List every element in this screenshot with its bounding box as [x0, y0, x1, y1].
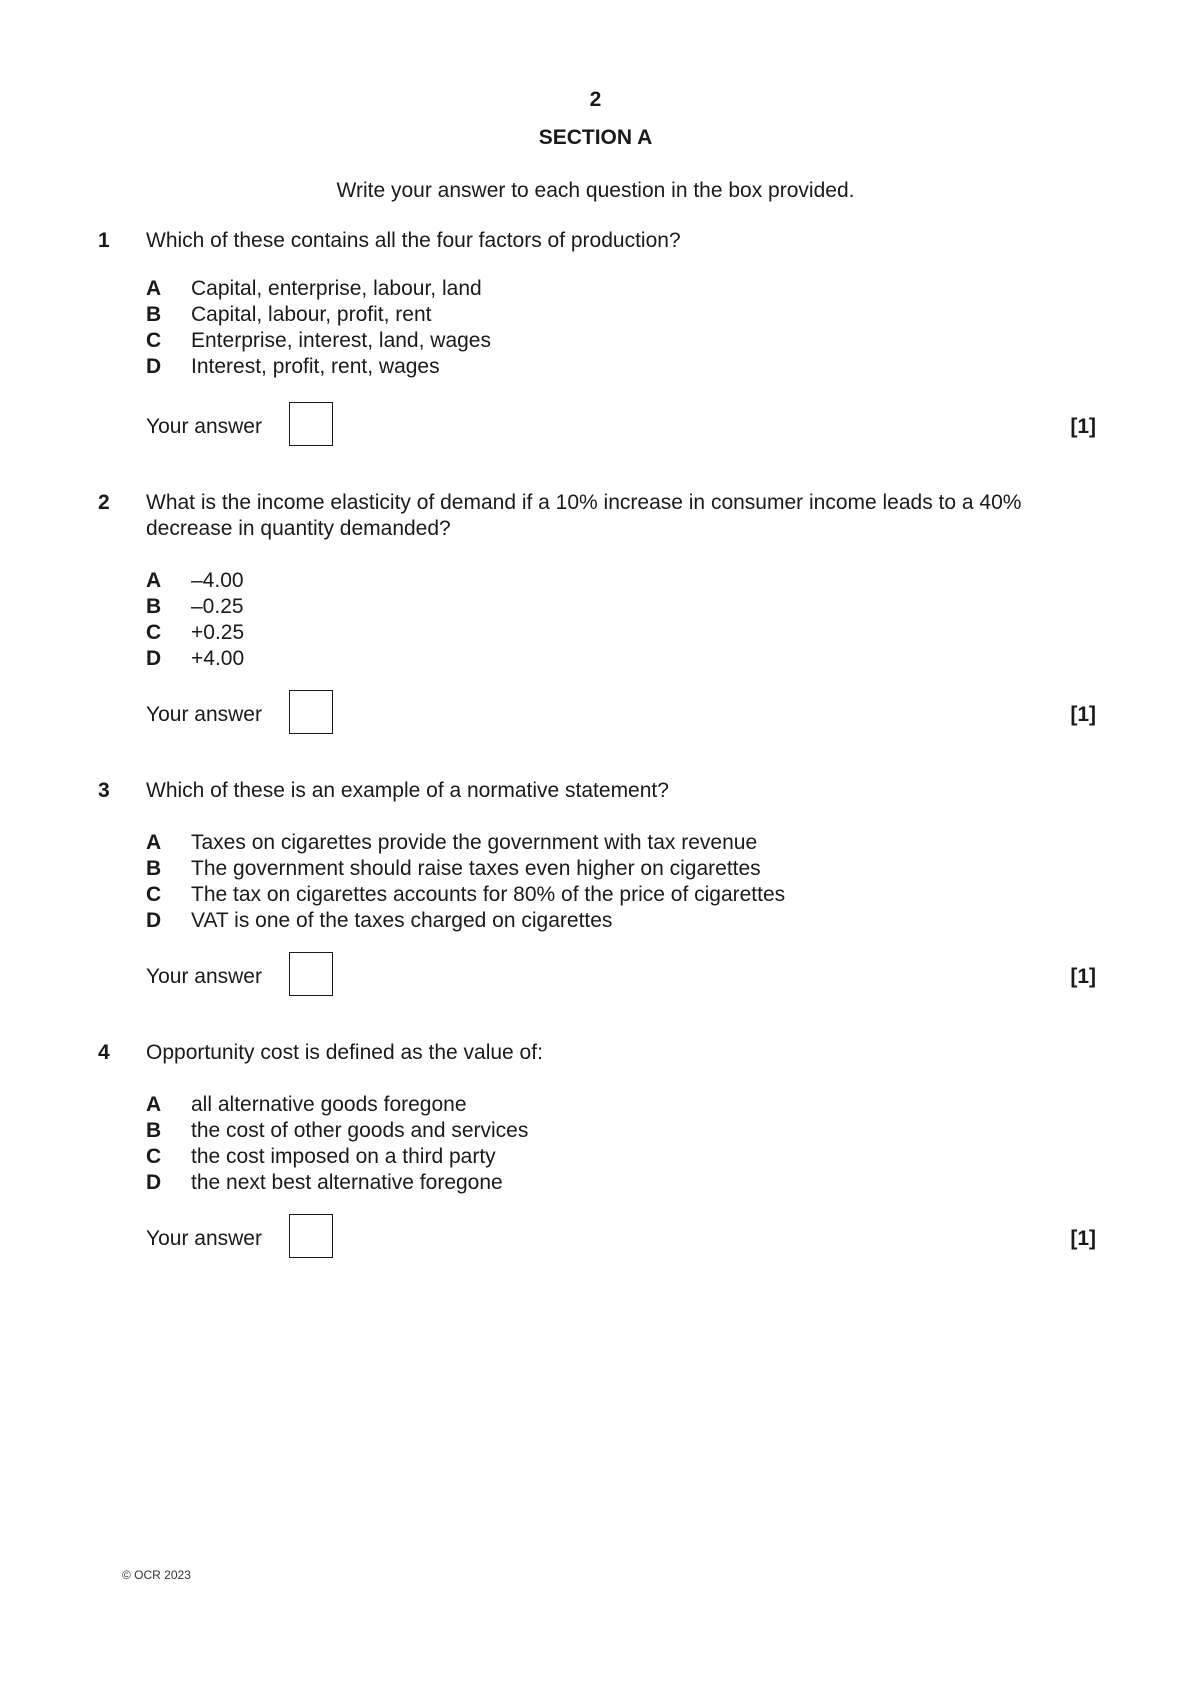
question-number: 2	[98, 491, 110, 514]
marks-label: [1]	[1070, 965, 1096, 988]
option-text: Taxes on cigarettes provide the government with tax revenue	[191, 831, 758, 854]
question-number: 4	[98, 1041, 110, 1064]
option-text: +0.25	[191, 621, 245, 644]
answer-box-q2[interactable]	[289, 690, 333, 734]
answer-label: Your answer	[146, 965, 262, 988]
option-letter: B	[146, 595, 162, 618]
answer-row	[0, 402, 1191, 450]
page-number: 2	[589, 88, 602, 111]
answer-label: Your answer	[146, 703, 262, 726]
option-text: Capital, enterprise, labour, land	[191, 277, 482, 300]
option-letter: B	[146, 1119, 162, 1142]
marks-label: [1]	[1070, 415, 1096, 438]
option-letter: A	[146, 569, 162, 592]
option-letter: D	[146, 909, 162, 932]
option-text: –4.00	[191, 569, 244, 592]
option-text: +4.00	[191, 647, 245, 670]
question-stem: Which of these is an example of a normative statement?	[146, 779, 669, 802]
option-text: the cost of other goods and services	[191, 1119, 529, 1142]
answer-box-q4[interactable]	[289, 1214, 333, 1258]
section-title: SECTION A	[538, 126, 653, 149]
option-text: Capital, labour, profit, rent	[191, 303, 432, 326]
option-letter: A	[146, 831, 162, 854]
option-text: VAT is one of the taxes charged on cigarettes	[191, 909, 613, 932]
option-letter: C	[146, 621, 162, 644]
option-letter: D	[146, 647, 162, 670]
marks-label: [1]	[1070, 703, 1096, 726]
option-text: Interest, profit, rent, wages	[191, 355, 440, 378]
option-letter: C	[146, 883, 162, 906]
question-number: 3	[98, 779, 110, 802]
option-letter: C	[146, 1145, 162, 1168]
option-letter: A	[146, 277, 162, 300]
question-stem: What is the income elasticity of demand if a 10% increase in consumer income leads to a 40% decrease in quantity demanded?	[146, 491, 1022, 540]
option-text: Enterprise, interest, land, wages	[191, 329, 491, 352]
question-stem: Opportunity cost is defined as the value of:	[146, 1041, 543, 1064]
option-text: The government should raise taxes even higher on cigarettes	[191, 857, 761, 880]
option-text: The tax on cigarettes accounts for 80% of the price of cigarettes	[191, 883, 786, 906]
option-text: the cost imposed on a third party	[191, 1145, 496, 1168]
answer-row	[0, 1214, 1191, 1262]
answer-box-q1[interactable]	[289, 402, 333, 446]
question-stem: Which of these contains all the four factors of production?	[146, 229, 681, 252]
option-letter: D	[146, 1171, 162, 1194]
option-text: the next best alternative foregone	[191, 1171, 503, 1194]
option-letter: B	[146, 857, 162, 880]
answer-label: Your answer	[146, 1227, 262, 1250]
option-text: all alternative goods foregone	[191, 1093, 467, 1116]
option-letter: B	[146, 303, 162, 326]
question-number: 1	[98, 229, 110, 252]
instructions-text: Write your answer to each question in the box provided.	[336, 179, 855, 202]
answer-box-q3[interactable]	[289, 952, 333, 996]
option-letter: A	[146, 1093, 162, 1116]
answer-label: Your answer	[146, 415, 262, 438]
marks-label: [1]	[1070, 1227, 1096, 1250]
answer-row	[0, 690, 1191, 738]
option-text: –0.25	[191, 595, 244, 618]
copyright-notice: © OCR 2023	[122, 1568, 191, 1582]
option-letter: C	[146, 329, 162, 352]
option-letter: D	[146, 355, 162, 378]
answer-row	[0, 952, 1191, 1000]
